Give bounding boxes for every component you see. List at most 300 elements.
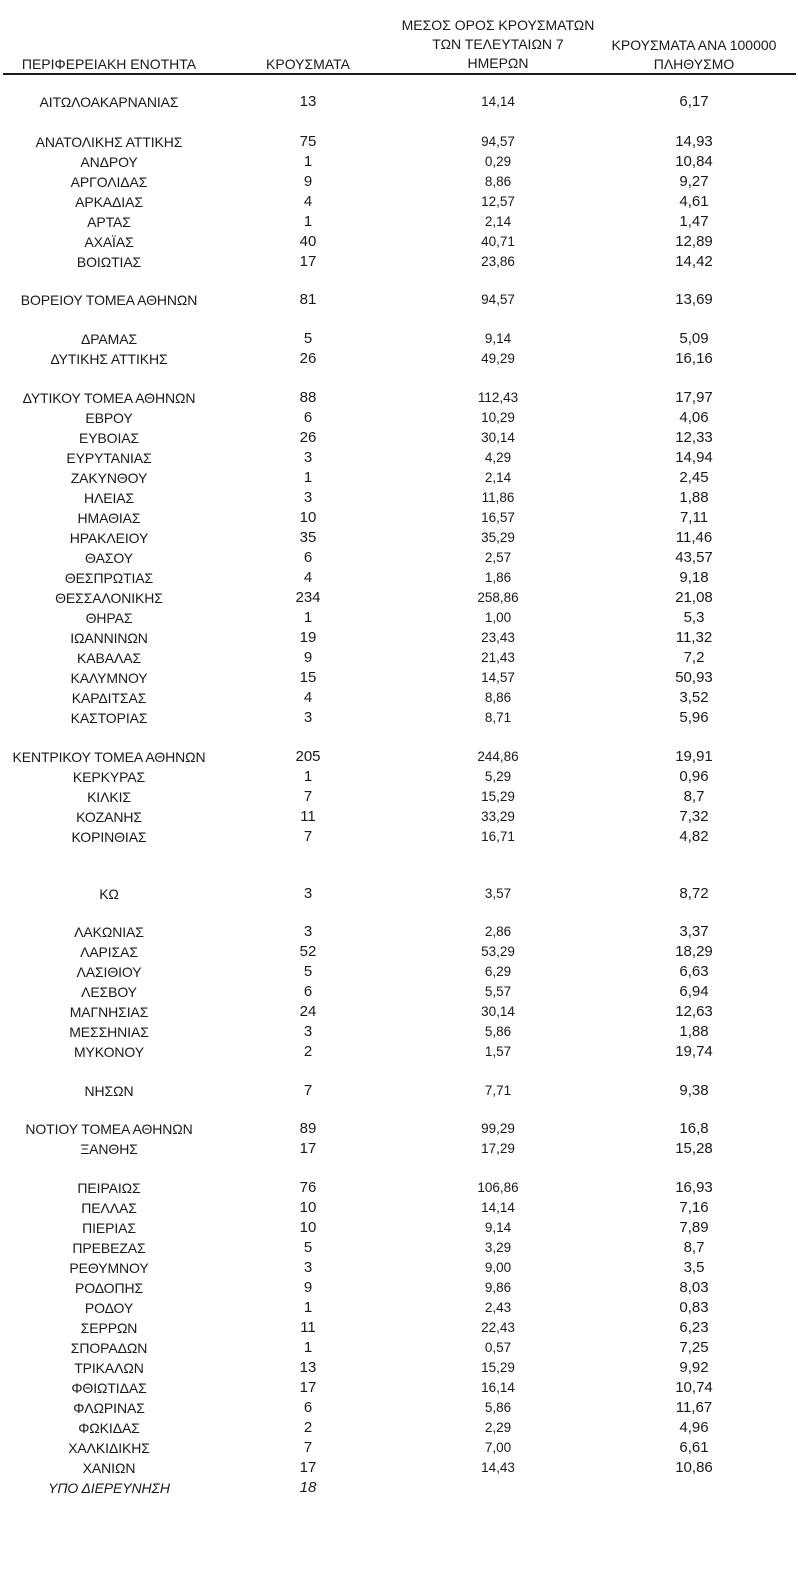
table-row — [0, 1042, 798, 1062]
table-row — [0, 548, 798, 568]
per100k-cell: 1,88 — [679, 1023, 709, 1040]
cases-cell: 7 — [303, 788, 313, 805]
table-row — [0, 1002, 798, 1022]
per100k-cell: 5,96 — [679, 709, 709, 726]
avg7-cell: 94,57 — [481, 134, 515, 149]
avg7-cell: 244,86 — [477, 749, 519, 764]
cases-cell: 4 — [303, 689, 313, 706]
table-row — [0, 568, 798, 588]
per100k-cell: 3,5 — [683, 1259, 705, 1276]
region-cell: ΜΥΚΟΝΟΥ — [74, 1044, 144, 1060]
header-line: ΗΜΕΡΩΝ — [467, 55, 529, 71]
region-cell: ΛΑΡΙΣΑΣ — [80, 944, 138, 960]
avg7-cell: 53,29 — [481, 944, 515, 959]
per100k-cell: 6,23 — [679, 1319, 709, 1336]
per100k-cell: 18,29 — [675, 943, 713, 960]
per100k-cell: 6,17 — [679, 93, 709, 110]
region-cell: ΗΜΑΘΙΑΣ — [77, 510, 141, 526]
per100k-cell: 12,33 — [675, 429, 713, 446]
region-cell: ΔΥΤΙΚΗΣ ΑΤΤΙΚΗΣ — [50, 351, 168, 367]
avg7-cell: 9,14 — [484, 331, 512, 346]
cases-cell: 9 — [303, 173, 313, 190]
region-cell: ΑΝΑΤΟΛΙΚΗΣ ΑΤΤΙΚΗΣ — [35, 134, 183, 150]
region-cell: ΙΩΑΝΝΙΝΩΝ — [70, 630, 148, 646]
cases-cell: 18 — [299, 1479, 317, 1496]
table-row — [0, 1458, 798, 1478]
region-cell: ΠΙΕΡΙΑΣ — [82, 1220, 136, 1236]
per100k-cell: 4,82 — [679, 828, 709, 845]
cases-cell: 5 — [303, 963, 313, 980]
avg7-cell: 35,29 — [481, 530, 515, 545]
table-row — [0, 408, 798, 428]
cases-cell: 5 — [303, 1239, 313, 1256]
header-region — [0, 55, 218, 74]
avg7-cell: 5,29 — [484, 769, 512, 784]
table-row — [0, 388, 798, 408]
region-cell: ΕΥΡΥΤΑΝΙΑΣ — [66, 450, 152, 466]
per100k-cell: 14,42 — [675, 253, 713, 270]
region-cell: ΣΠΟΡΑΔΩΝ — [70, 1340, 148, 1356]
cases-cell: 1 — [303, 469, 313, 486]
per100k-cell: 4,06 — [679, 409, 709, 426]
table-row — [0, 448, 798, 468]
per100k-cell: 16,16 — [675, 350, 713, 367]
per100k-cell: 0,83 — [679, 1299, 709, 1316]
table-row — [0, 588, 798, 608]
header-per100k — [594, 36, 794, 74]
avg7-cell: 23,86 — [481, 254, 515, 269]
avg7-cell: 8,71 — [484, 710, 512, 725]
per100k-cell: 9,92 — [679, 1359, 709, 1376]
cases-cell: 81 — [299, 291, 317, 308]
region-cell: ΦΩΚΙΔΑΣ — [78, 1420, 140, 1436]
per100k-cell: 10,74 — [675, 1379, 713, 1396]
cases-cell: 26 — [299, 429, 317, 446]
avg7-cell: 30,14 — [481, 1004, 515, 1019]
table-row — [0, 767, 798, 787]
region-cell: ΤΡΙΚΑΛΩΝ — [74, 1360, 144, 1376]
cases-cell: 24 — [299, 1003, 317, 1020]
header-avg7 — [398, 16, 598, 73]
region-cell: ΑΝΔΡΟΥ — [80, 154, 138, 170]
table-row — [0, 608, 798, 628]
per100k-cell: 14,94 — [675, 449, 713, 466]
cases-cell: 2 — [303, 1419, 313, 1436]
per100k-cell: 11,32 — [675, 629, 713, 646]
cases-cell: 10 — [299, 1199, 317, 1216]
region-cell: ΚΑΛΥΜΝΟΥ — [70, 670, 148, 686]
table-row — [0, 922, 798, 942]
per100k-cell: 9,18 — [679, 569, 709, 586]
table-row — [0, 1139, 798, 1159]
header-cases — [250, 55, 366, 74]
table-row — [0, 1178, 798, 1198]
avg7-cell: 16,71 — [481, 829, 515, 844]
region-cell: ΚΟΖΑΝΗΣ — [76, 809, 142, 825]
region-cell: ΡΟΔΟΠΗΣ — [74, 1280, 144, 1296]
table-row — [0, 508, 798, 528]
table-row — [0, 1258, 798, 1278]
per100k-cell: 3,37 — [679, 923, 709, 940]
region-cell: ΘΑΣΟΥ — [85, 550, 133, 566]
header-divider — [3, 73, 796, 75]
cases-cell: 7 — [303, 1439, 313, 1456]
cases-cell: 1 — [303, 153, 313, 170]
table-row — [0, 747, 798, 767]
cases-cell: 10 — [299, 1219, 317, 1236]
cases-cell: 3 — [303, 885, 313, 902]
per100k-cell: 8,72 — [679, 885, 709, 902]
avg7-cell: 2,43 — [484, 1300, 512, 1315]
table-row — [0, 982, 798, 1002]
cases-cell: 6 — [303, 549, 313, 566]
region-cell: ΚΕΝΤΡΙΚΟΥ ΤΟΜΕΑ ΑΘΗΝΩΝ — [12, 749, 206, 765]
table-row — [0, 668, 798, 688]
avg7-cell: 1,57 — [484, 1044, 512, 1059]
avg7-cell: 14,14 — [481, 94, 515, 109]
header-line: ΚΡΟΥΣΜΑΤΑ ΑΝΑ 100000 — [611, 37, 777, 53]
avg7-cell: 112,43 — [477, 390, 519, 405]
per100k-cell: 14,93 — [675, 133, 713, 150]
header-line: ΤΩΝ ΤΕΛΕΥΤΑΙΩΝ 7 — [432, 36, 564, 52]
avg7-cell: 2,14 — [484, 214, 512, 229]
per100k-cell: 7,89 — [679, 1219, 709, 1236]
table-row — [0, 1318, 798, 1338]
avg7-cell: 1,00 — [484, 610, 512, 625]
cases-cell: 9 — [303, 649, 313, 666]
cases-cell: 7 — [303, 828, 313, 845]
avg7-cell: 4,29 — [484, 450, 512, 465]
table-row — [0, 708, 798, 728]
per100k-cell: 6,63 — [679, 963, 709, 980]
per100k-cell: 2,45 — [679, 469, 709, 486]
cases-cell: 3 — [303, 923, 313, 940]
region-cell: ΕΥΒΟΙΑΣ — [78, 430, 140, 446]
per100k-cell: 19,74 — [675, 1043, 713, 1060]
table-row — [0, 1398, 798, 1418]
avg7-cell: 8,86 — [484, 690, 512, 705]
table-row — [0, 488, 798, 508]
region-cell: ΑΧΑΪΑΣ — [84, 234, 134, 250]
per100k-cell: 7,2 — [683, 649, 705, 666]
table-row — [0, 688, 798, 708]
region-cell: ΛΕΣΒΟΥ — [81, 984, 137, 1000]
cases-cell: 10 — [299, 509, 317, 526]
table-row — [0, 1478, 798, 1498]
table-row — [0, 962, 798, 982]
region-cell: ΦΛΩΡΙΝΑΣ — [73, 1400, 145, 1416]
cases-cell: 6 — [303, 1399, 313, 1416]
cases-cell: 1 — [303, 768, 313, 785]
region-cell: ΧΑΛΚΙΔΙΚΗΣ — [68, 1440, 150, 1456]
avg7-cell: 14,14 — [481, 1200, 515, 1215]
per100k-cell: 4,96 — [679, 1419, 709, 1436]
cases-cell: 1 — [303, 213, 313, 230]
per100k-cell: 12,89 — [675, 233, 713, 250]
table-row — [0, 1081, 798, 1101]
avg7-cell: 16,57 — [481, 510, 515, 525]
per100k-cell: 13,69 — [675, 291, 713, 308]
header-line: ΜΕΣΟΣ ΟΡΟΣ ΚΡΟΥΣΜΑΤΩΝ — [401, 17, 595, 33]
region-cell: ΚΩ — [99, 886, 119, 902]
cases-cell: 13 — [299, 1359, 317, 1376]
region-cell: ΠΕΛΛΑΣ — [81, 1200, 137, 1216]
table-row — [0, 942, 798, 962]
region-cell: ΞΑΝΘΗΣ — [80, 1141, 138, 1157]
per100k-cell: 10,84 — [675, 153, 713, 170]
per100k-cell: 10,86 — [675, 1459, 713, 1476]
region-cell: ΚΟΡΙΝΘΙΑΣ — [71, 829, 147, 845]
region-cell: ΑΡΚΑΔΙΑΣ — [75, 194, 143, 210]
avg7-cell: 3,29 — [484, 1240, 512, 1255]
avg7-cell: 33,29 — [481, 809, 515, 824]
table-row — [0, 1418, 798, 1438]
cases-cell: 35 — [299, 529, 317, 546]
region-cell: ΝΟΤΙΟΥ ΤΟΜΕΑ ΑΘΗΝΩΝ — [25, 1121, 193, 1137]
table-row — [0, 1438, 798, 1458]
per100k-cell: 8,7 — [683, 1239, 705, 1256]
table-row — [0, 1198, 798, 1218]
table-row — [0, 152, 798, 172]
per100k-cell: 1,88 — [679, 489, 709, 506]
region-cell: ΘΗΡΑΣ — [85, 610, 133, 626]
avg7-cell: 17,29 — [481, 1141, 515, 1156]
table-row — [0, 884, 798, 904]
per100k-cell: 6,94 — [679, 983, 709, 1000]
cases-cell: 17 — [299, 1379, 317, 1396]
region-cell: ΝΗΣΩΝ — [84, 1083, 134, 1099]
avg7-cell: 11,86 — [481, 490, 515, 505]
cases-cell: 3 — [303, 1023, 313, 1040]
avg7-cell: 7,71 — [484, 1083, 512, 1098]
region-cell: ΖΑΚΥΝΘΟΥ — [70, 470, 148, 486]
cases-cell: 1 — [303, 609, 313, 626]
per100k-cell: 5,3 — [683, 609, 705, 626]
per100k-cell — [594, 1478, 794, 1498]
avg7-cell: 8,86 — [484, 174, 512, 189]
table-row — [0, 1218, 798, 1238]
per100k-cell: 11,46 — [675, 529, 713, 546]
avg7-cell: 9,86 — [484, 1280, 512, 1295]
region-cell: ΡΕΘΥΜΝΟΥ — [69, 1260, 149, 1276]
per100k-cell: 7,11 — [679, 509, 709, 526]
cases-cell: 3 — [303, 449, 313, 466]
region-cell: ΥΠΟ ΔΙΕΡΕΥΝΗΣΗ — [48, 1480, 170, 1496]
cases-cell: 40 — [299, 233, 317, 250]
avg7-cell: 1,86 — [484, 570, 512, 585]
avg7-cell: 14,57 — [481, 670, 515, 685]
cases-cell: 89 — [299, 1120, 317, 1137]
region-cell: ΔΥΤΙΚΟΥ ΤΟΜΕΑ ΑΘΗΝΩΝ — [22, 390, 196, 406]
per100k-cell: 7,32 — [679, 808, 709, 825]
table-row — [0, 428, 798, 448]
region-cell: ΘΕΣΠΡΩΤΙΑΣ — [64, 570, 154, 586]
avg7-cell: 106,86 — [477, 1180, 519, 1195]
avg7-cell: 40,71 — [481, 234, 515, 249]
avg7-cell: 2,86 — [484, 924, 512, 939]
per100k-cell: 43,57 — [675, 549, 713, 566]
per100k-cell: 8,03 — [679, 1279, 709, 1296]
table-row — [0, 329, 798, 349]
table-row — [0, 1378, 798, 1398]
avg7-cell: 14,43 — [481, 1460, 515, 1475]
cases-cell: 9 — [303, 1279, 313, 1296]
cases-cell: 17 — [299, 1459, 317, 1476]
avg7-cell: 6,29 — [484, 964, 512, 979]
table-row — [0, 1022, 798, 1042]
cases-cell: 6 — [303, 409, 313, 426]
avg7-cell: 0,57 — [484, 1340, 512, 1355]
per100k-cell: 16,8 — [679, 1120, 709, 1137]
per100k-cell: 0,96 — [679, 768, 709, 785]
table-row — [0, 132, 798, 152]
table-row — [0, 290, 798, 310]
avg7-cell: 22,43 — [481, 1320, 515, 1335]
per100k-cell: 50,93 — [675, 669, 713, 686]
cases-cell: 13 — [299, 93, 317, 110]
region-cell: ΚΕΡΚΥΡΑΣ — [72, 769, 146, 785]
cases-cell: 4 — [303, 193, 313, 210]
avg7-cell: 30,14 — [481, 430, 515, 445]
table-row — [0, 807, 798, 827]
region-cell: ΣΕΡΡΩΝ — [80, 1320, 138, 1336]
per100k-cell: 8,7 — [683, 788, 705, 805]
avg7-cell: 9,14 — [484, 1220, 512, 1235]
per100k-cell: 12,63 — [675, 1003, 713, 1020]
region-cell: ΑΡΓΟΛΙΔΑΣ — [70, 174, 148, 190]
avg7-cell: 16,14 — [481, 1380, 515, 1395]
region-cell: ΦΘΙΩΤΙΔΑΣ — [71, 1380, 147, 1396]
avg7-cell: 3,57 — [484, 886, 512, 901]
table-row — [0, 787, 798, 807]
avg7-cell: 2,14 — [484, 470, 512, 485]
table-row — [0, 628, 798, 648]
cases-cell: 5 — [303, 330, 313, 347]
cases-cell: 6 — [303, 983, 313, 1000]
avg7-cell: 23,43 — [481, 630, 515, 645]
cases-cell: 11 — [300, 808, 316, 825]
cases-cell: 52 — [299, 943, 317, 960]
region-cell: ΒΟΙΩΤΙΑΣ — [76, 254, 142, 270]
cases-cell: 26 — [299, 350, 317, 367]
per100k-cell: 3,52 — [679, 689, 709, 706]
per100k-cell: 4,61 — [679, 193, 709, 210]
avg7-cell: 15,29 — [481, 1360, 515, 1375]
table-row — [0, 528, 798, 548]
per100k-cell: 1,47 — [679, 213, 709, 230]
per100k-cell: 16,93 — [675, 1179, 713, 1196]
per100k-cell: 5,09 — [679, 330, 709, 347]
cases-cell: 3 — [303, 489, 313, 506]
avg7-cell: 7,00 — [484, 1440, 512, 1455]
avg7-cell: 94,57 — [481, 292, 515, 307]
avg7-cell: 5,57 — [484, 984, 512, 999]
per100k-cell: 6,61 — [679, 1439, 709, 1456]
table-row — [0, 92, 798, 112]
header-line: ΚΡΟΥΣΜΑΤΑ — [266, 56, 350, 72]
table-row — [0, 1338, 798, 1358]
cases-cell: 17 — [299, 253, 317, 270]
cases-cell: 3 — [303, 1259, 313, 1276]
avg7-cell — [398, 1478, 598, 1498]
cases-cell: 1 — [303, 1299, 313, 1316]
region-cell: ΑΡΤΑΣ — [87, 214, 131, 230]
table-row — [0, 1119, 798, 1139]
table-row — [0, 252, 798, 272]
cases-cell: 3 — [303, 709, 313, 726]
per100k-cell: 17,97 — [675, 389, 713, 406]
table-row — [0, 648, 798, 668]
table-row — [0, 468, 798, 488]
per100k-cell: 19,91 — [675, 748, 713, 765]
region-cell: ΒΟΡΕΙΟΥ ΤΟΜΕΑ ΑΘΗΝΩΝ — [20, 292, 198, 308]
cases-cell: 11 — [300, 1319, 316, 1336]
cases-cell: 19 — [299, 629, 317, 646]
region-cell: ΛΑΣΙΘΙΟΥ — [76, 964, 142, 980]
region-cell: ΜΑΓΝΗΣΙΑΣ — [69, 1004, 149, 1020]
per100k-cell: 7,25 — [679, 1339, 709, 1356]
table-row — [0, 232, 798, 252]
avg7-cell: 9,00 — [484, 1260, 512, 1275]
region-cell: ΕΒΡΟΥ — [85, 410, 133, 426]
avg7-cell: 2,29 — [484, 1420, 512, 1435]
region-cell: ΠΡΕΒΕΖΑΣ — [72, 1240, 146, 1256]
cases-cell: 75 — [299, 133, 317, 150]
table-row — [0, 192, 798, 212]
avg7-cell: 21,43 — [481, 650, 515, 665]
region-cell: ΛΑΚΩΝΙΑΣ — [74, 924, 144, 940]
table-row — [0, 212, 798, 232]
region-cell: ΗΛΕΙΑΣ — [83, 490, 135, 506]
avg7-cell: 0,29 — [484, 154, 512, 169]
cases-cell: 88 — [299, 389, 317, 406]
avg7-cell: 12,57 — [481, 194, 515, 209]
region-cell: ΗΡΑΚΛΕΙΟΥ — [69, 530, 149, 546]
region-cell: ΘΕΣΣΑΛΟΝΙΚΗΣ — [55, 590, 163, 606]
avg7-cell: 49,29 — [481, 351, 515, 366]
per100k-cell: 11,67 — [675, 1399, 713, 1416]
table-row — [0, 1238, 798, 1258]
cases-cell: 17 — [299, 1140, 317, 1157]
per100k-cell: 9,27 — [679, 173, 709, 190]
region-cell: ΚΙΛΚΙΣ — [87, 789, 131, 805]
table-row — [0, 1358, 798, 1378]
avg7-cell: 258,86 — [477, 590, 519, 605]
region-cell: ΑΙΤΩΛΟΑΚΑΡΝΑΝΙΑΣ — [39, 94, 179, 110]
per100k-cell: 7,16 — [679, 1199, 709, 1216]
region-cell: ΡΟΔΟΥ — [84, 1300, 134, 1316]
table-row — [0, 349, 798, 369]
region-cell: ΠΕΙΡΑΙΩΣ — [77, 1180, 141, 1196]
cases-cell: 1 — [303, 1339, 313, 1356]
avg7-cell: 15,29 — [481, 789, 515, 804]
cases-cell: 76 — [299, 1179, 317, 1196]
cases-cell: 7 — [303, 1082, 313, 1099]
region-cell: ΚΑΣΤΟΡΙΑΣ — [70, 710, 148, 726]
cases-cell: 15 — [299, 669, 317, 686]
region-cell: ΚΑΒΑΛΑΣ — [77, 650, 141, 666]
cases-cell: 2 — [303, 1043, 313, 1060]
table-row — [0, 1298, 798, 1318]
region-cell: ΧΑΝΙΩΝ — [82, 1460, 136, 1476]
avg7-cell: 99,29 — [481, 1121, 515, 1136]
per100k-cell: 15,28 — [675, 1140, 713, 1157]
cases-cell: 205 — [295, 748, 321, 765]
avg7-cell: 2,57 — [484, 550, 512, 565]
cases-cell: 234 — [295, 589, 321, 606]
table-row — [0, 172, 798, 192]
avg7-cell: 5,86 — [484, 1024, 512, 1039]
